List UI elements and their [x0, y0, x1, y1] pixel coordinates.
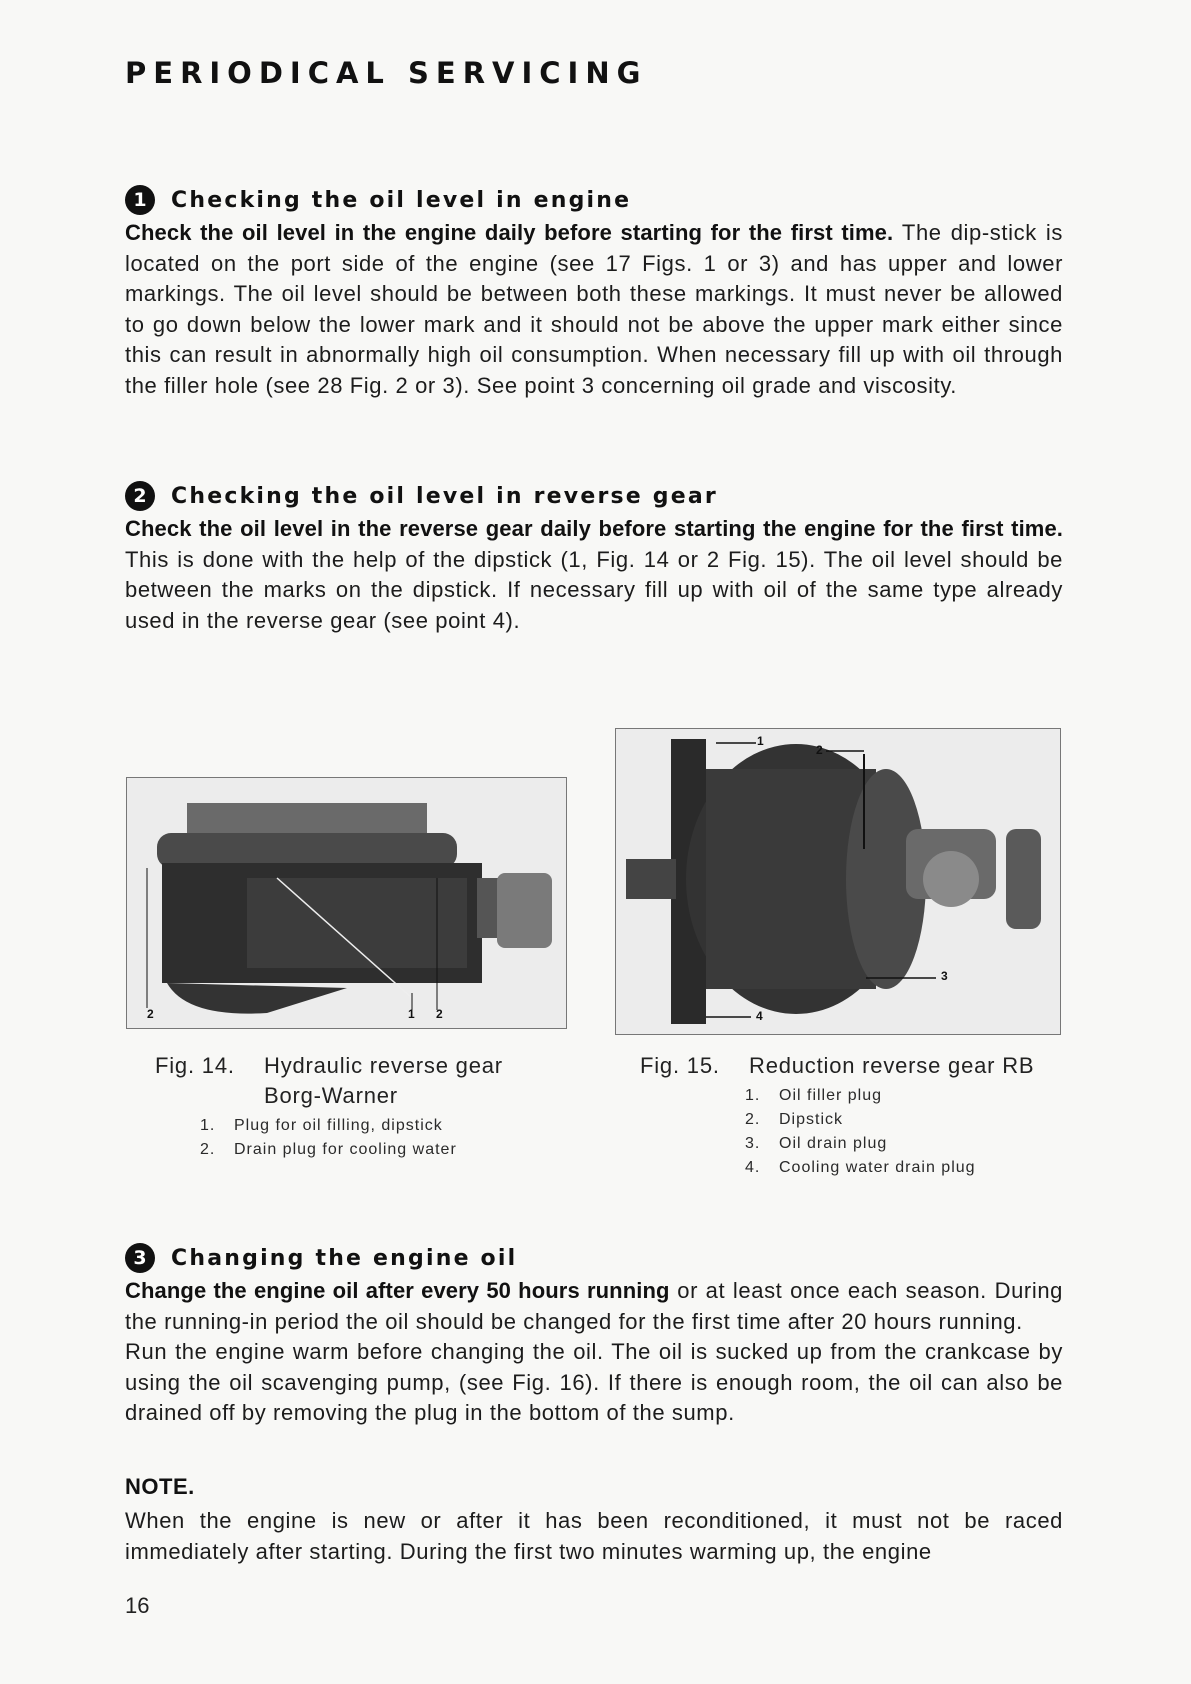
legend-text: Oil filler plug — [779, 1087, 883, 1104]
section-heading — [125, 182, 1063, 218]
fig14-label: Fig. 14. — [155, 1053, 235, 1078]
section-body-2: Run the engine warm before changing the oil. The oil is sucked up from the crankcase by using the oil scavenging pump, (see Fig. 16). If there is enough room, the oil can also be drained off by removing the plug in the bottom of the sump. — [125, 1339, 1063, 1425]
legend-item — [745, 1132, 976, 1156]
section-lead: Check the oil level in the engine daily before starting for the first time. — [125, 220, 894, 245]
fig15-legend — [745, 1084, 976, 1180]
fig15-callout: 2 — [816, 743, 823, 757]
section-number-badge: 3 — [125, 1243, 155, 1273]
engine-photo-illustration — [127, 778, 566, 1028]
section-text: This is done with the help of the dipstick (1, Fig. 14 or 2 Fig. 15). The oil level should be between the marks on the dipstick. If necessary fill up with oil of the same type already used in the reverse gear (see point 4). — [125, 546, 1063, 633]
note-text: When the engine is new or after it has been reconditioned, it must not be raced immediately after starting. During the first two minutes warming up, the engine — [125, 1508, 1063, 1564]
legend-text: Plug for oil filling, dipstick — [234, 1117, 443, 1134]
section-text: The dip-stick is located on the port side of the engine (see 17 Figs. 1 or 3) and has upper and lower markings. The oil level should be between both these markings. It must never be allowed to go down below the lower mark and it should not be above the upper mark either since this can result in abnormally high oil consumption. When necessary fill up with oil through the filler hole (see 28 Fig. 2 or 3). See point 3 concerning oil grade and viscosity. — [125, 220, 1063, 398]
fig14-photo — [126, 777, 567, 1029]
note-label: NOTE. — [125, 1474, 195, 1499]
section-title: Checking the oil level in engine — [171, 187, 632, 213]
section-body — [125, 1276, 1063, 1337]
legend-number: 4. — [745, 1159, 761, 1176]
section-check-reverse-gear-oil — [125, 478, 1063, 636]
fig14-callout: 2 — [147, 1007, 154, 1021]
section-body — [125, 218, 1063, 401]
reverse-gear-photo-illustration — [616, 729, 1060, 1034]
note-body — [125, 1506, 1063, 1567]
fig14-callout: 1 — [408, 1007, 415, 1021]
fig15-title: Reduction reverse gear RB — [749, 1053, 1035, 1078]
legend-item — [200, 1138, 457, 1162]
fig14-callout: 2 — [436, 1007, 443, 1021]
section-body — [125, 514, 1063, 636]
legend-item — [200, 1114, 457, 1138]
fig15-label: Fig. 15. — [640, 1053, 720, 1078]
legend-text: Oil drain plug — [779, 1135, 888, 1152]
section-title: Changing the engine oil — [171, 1245, 518, 1271]
legend-item — [745, 1156, 976, 1180]
section-change-engine-oil — [125, 1240, 1063, 1429]
legend-number: 2. — [745, 1111, 761, 1128]
fig14-title: Hydraulic reverse gear — [264, 1053, 503, 1078]
legend-text: Dipstick — [779, 1111, 844, 1128]
legend-item — [745, 1108, 976, 1132]
section-lead: Check the oil level in the reverse gear daily before starting the engine for the first time. — [125, 516, 1063, 541]
section-title: Checking the oil level in reverse gear — [171, 483, 718, 509]
fig15-callout: 1 — [757, 734, 764, 748]
page-title: PERIODICAL SERVICING — [125, 56, 648, 90]
section-heading — [125, 1240, 1063, 1276]
legend-text: Cooling water drain plug — [779, 1159, 976, 1176]
fig15-callout: 4 — [756, 1009, 763, 1023]
section-text: or at least once each season. During the running-in period the oil should be changed for the first time after 20 hours running. — [125, 1278, 1063, 1334]
fig14-subtitle: Borg-Warner — [264, 1083, 398, 1108]
legend-text: Drain plug for cooling water — [234, 1141, 457, 1158]
fig15-callout: 3 — [941, 969, 948, 983]
legend-number: 1. — [200, 1117, 216, 1134]
section-check-engine-oil — [125, 182, 1063, 401]
section-lead: Change the engine oil after every 50 hours running — [125, 1278, 670, 1303]
section-number-badge: 1 — [125, 185, 155, 215]
section-number-badge: 2 — [125, 481, 155, 511]
legend-number: 2. — [200, 1141, 216, 1158]
legend-number: 1. — [745, 1087, 761, 1104]
legend-item — [745, 1084, 976, 1108]
fig14-legend — [200, 1114, 457, 1162]
section-heading — [125, 478, 1063, 514]
fig15-photo — [615, 728, 1061, 1035]
legend-number: 3. — [745, 1135, 761, 1152]
page-number: 16 — [125, 1593, 150, 1618]
